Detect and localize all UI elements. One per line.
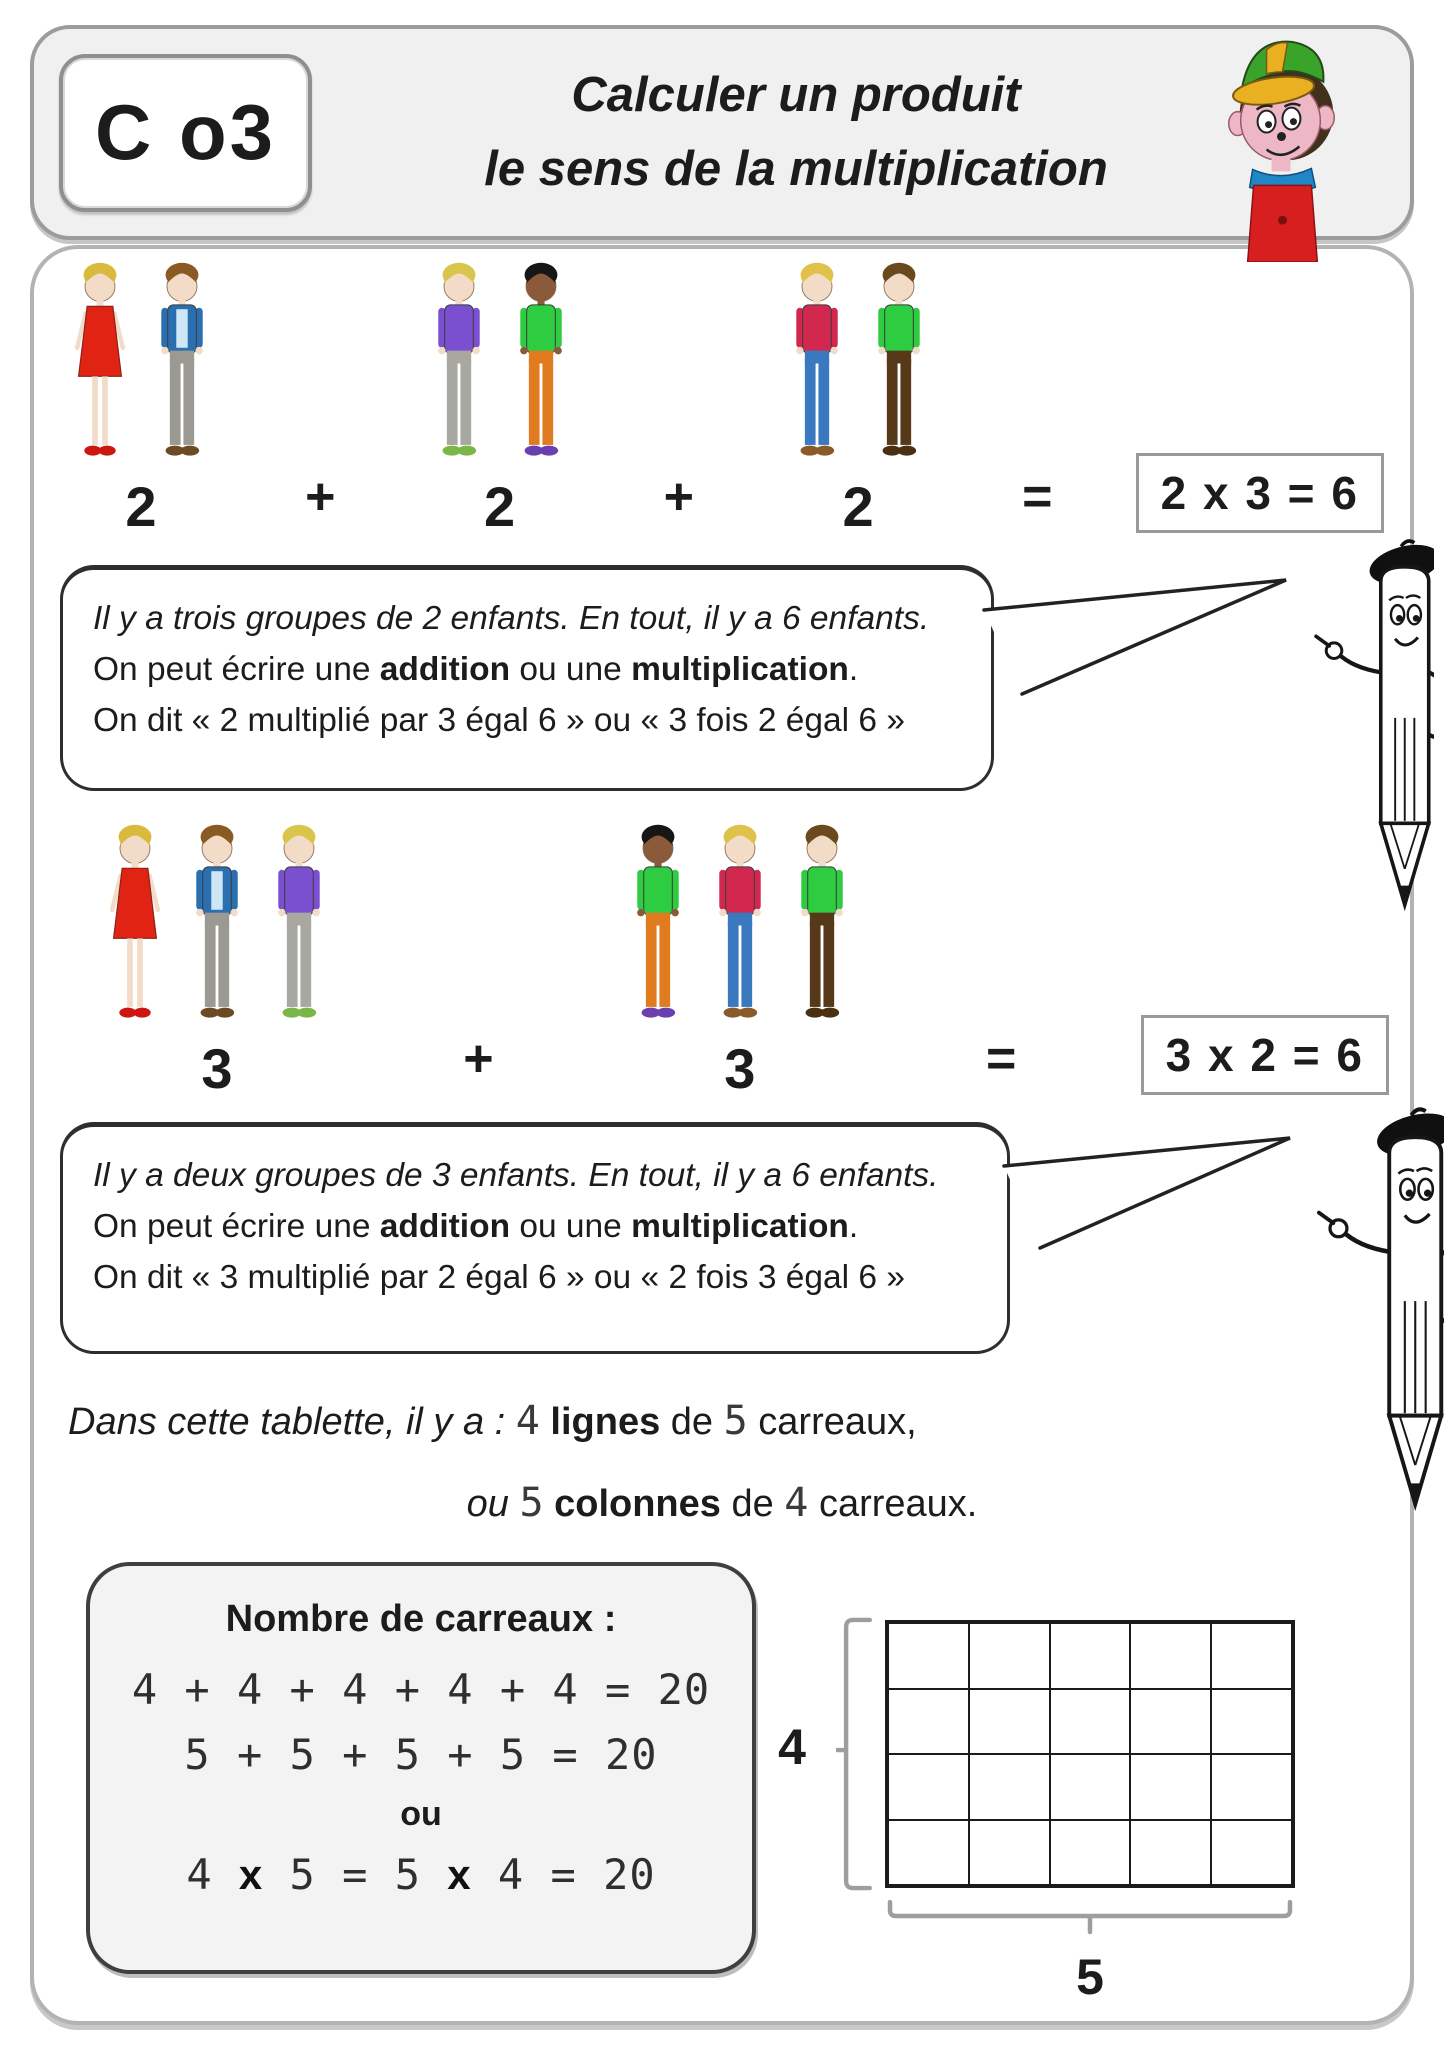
child-figure (142, 256, 222, 471)
bubble2-line1: Il y a deux groupes de 3 enfants. En tout, il y a 6 enfants. (93, 1157, 939, 1194)
squares-grid (885, 1620, 1295, 1888)
tablette-sentence-line1: Dans cette tablette, il y a : 4 lignes de 5 carreaux, (68, 1398, 917, 1444)
product-equation-box: 2 x 3 = 6 (1136, 453, 1384, 533)
pencil-character-icon (1282, 538, 1434, 936)
title-line-2: le sens de la multiplication (484, 141, 1108, 196)
grid-cell (1050, 1754, 1131, 1820)
title-line-1: Calculer un produit (571, 68, 1021, 122)
cols-bracket (885, 1900, 1295, 1946)
pencil-character-icon (1282, 1106, 1444, 1538)
grid-cell (1050, 1689, 1131, 1755)
children-pictures (95, 818, 339, 1033)
child-figure (859, 256, 939, 471)
group-count-label: 3 (724, 1037, 756, 1100)
addition-equation-rows: 4 + 4 + 4 + 4 + 4 = 20 (131, 1665, 711, 1714)
speech-bubble-2 (60, 1122, 1010, 1354)
grid-cell (888, 1754, 969, 1820)
number-of-squares-box (86, 1562, 756, 1974)
header (30, 25, 1414, 240)
grid-cell (969, 1754, 1050, 1820)
grid-cell (1130, 1689, 1211, 1755)
child-figure (777, 256, 857, 471)
child-figure (700, 818, 780, 1033)
children-group (60, 256, 222, 538)
children-pictures (777, 256, 939, 471)
bubble1-line1: Il y a trois groupes de 2 enfants. En tout, il y a 6 enfants. (93, 600, 930, 637)
grid-cell (1130, 1754, 1211, 1820)
bubble2-line2: On peut écrire une addition ou une multiplication. (93, 1207, 859, 1245)
children-pictures (618, 818, 862, 1033)
child-figure (95, 818, 175, 1033)
children-group (618, 818, 862, 1100)
product-equation-box: 3 x 2 = 6 (1141, 1015, 1389, 1095)
lesson-code-badge (59, 54, 312, 212)
grid-cell (888, 1689, 969, 1755)
speech-bubble-1 (60, 565, 994, 791)
plus-sign: + (463, 1030, 494, 1088)
tablette-sentence-line2: ou 5 colonnes de 4 carreaux. (466, 1480, 978, 1526)
group-count-label: 2 (125, 475, 157, 538)
equals-sign: = (1022, 468, 1053, 526)
multiplication-equation: 4 x 5 = 5 x 4 = 20 (186, 1850, 656, 1899)
grid-cell (1211, 1754, 1292, 1820)
grid-cell (969, 1623, 1050, 1689)
addition-equation-cols: 5 + 5 + 5 + 5 = 20 (184, 1730, 658, 1779)
group-count-label: 2 (842, 475, 874, 538)
children-group (777, 256, 939, 538)
child-figure (782, 818, 862, 1033)
grid-cell (888, 1623, 969, 1689)
children-pictures (60, 256, 222, 471)
child-figure (419, 256, 499, 471)
grid-cell (969, 1689, 1050, 1755)
children-group (95, 818, 339, 1100)
grid-cell (1211, 1820, 1292, 1886)
bubble1-line2: On peut écrire une addition ou une multiplication. (93, 650, 859, 688)
grid-cell (1050, 1820, 1131, 1886)
plus-sign: + (305, 468, 336, 526)
children-group (419, 256, 581, 538)
cols-count-label: 5 (1076, 1949, 1104, 2005)
count-box-title: Nombre de carreaux : (225, 1598, 617, 1640)
grid-cell (1211, 1623, 1292, 1689)
bubble2-line3: On dit « 3 multiplié par 2 égal 6 » ou « 2 fois 3 égal 6 » (93, 1258, 905, 1296)
group-count-label: 2 (483, 475, 516, 538)
bubble1-line3: On dit « 2 multiplié par 3 égal 6 » ou « 3 fois 2 égal 6 » (93, 701, 905, 739)
boy-with-cap-icon (1222, 28, 1342, 262)
rows-count-label: 4 (778, 1719, 806, 1775)
addition-row-groups-of-3 (95, 818, 1389, 1100)
grid-cell (1211, 1689, 1292, 1755)
child-figure (177, 818, 257, 1033)
grid-cell (888, 1820, 969, 1886)
group-count-label: 3 (201, 1037, 233, 1100)
equals-sign: = (986, 1030, 1017, 1088)
child-figure (501, 256, 581, 471)
ou-label: ou (400, 1795, 442, 1833)
grid-cell (1130, 1820, 1211, 1886)
speech-bubble-tail (998, 1130, 1298, 1254)
addition-row-groups-of-2 (60, 256, 1384, 538)
speech-bubble-tail (978, 572, 1294, 700)
child-figure (60, 256, 140, 471)
grid-cell (1130, 1623, 1211, 1689)
grid-cell (1050, 1623, 1131, 1689)
rows-bracket (836, 1616, 872, 1892)
grid-cell (969, 1820, 1050, 1886)
children-pictures (419, 256, 581, 471)
child-figure (259, 818, 339, 1033)
lesson-code: C o3 (94, 88, 277, 176)
child-figure (618, 818, 698, 1033)
plus-sign: + (663, 468, 694, 526)
